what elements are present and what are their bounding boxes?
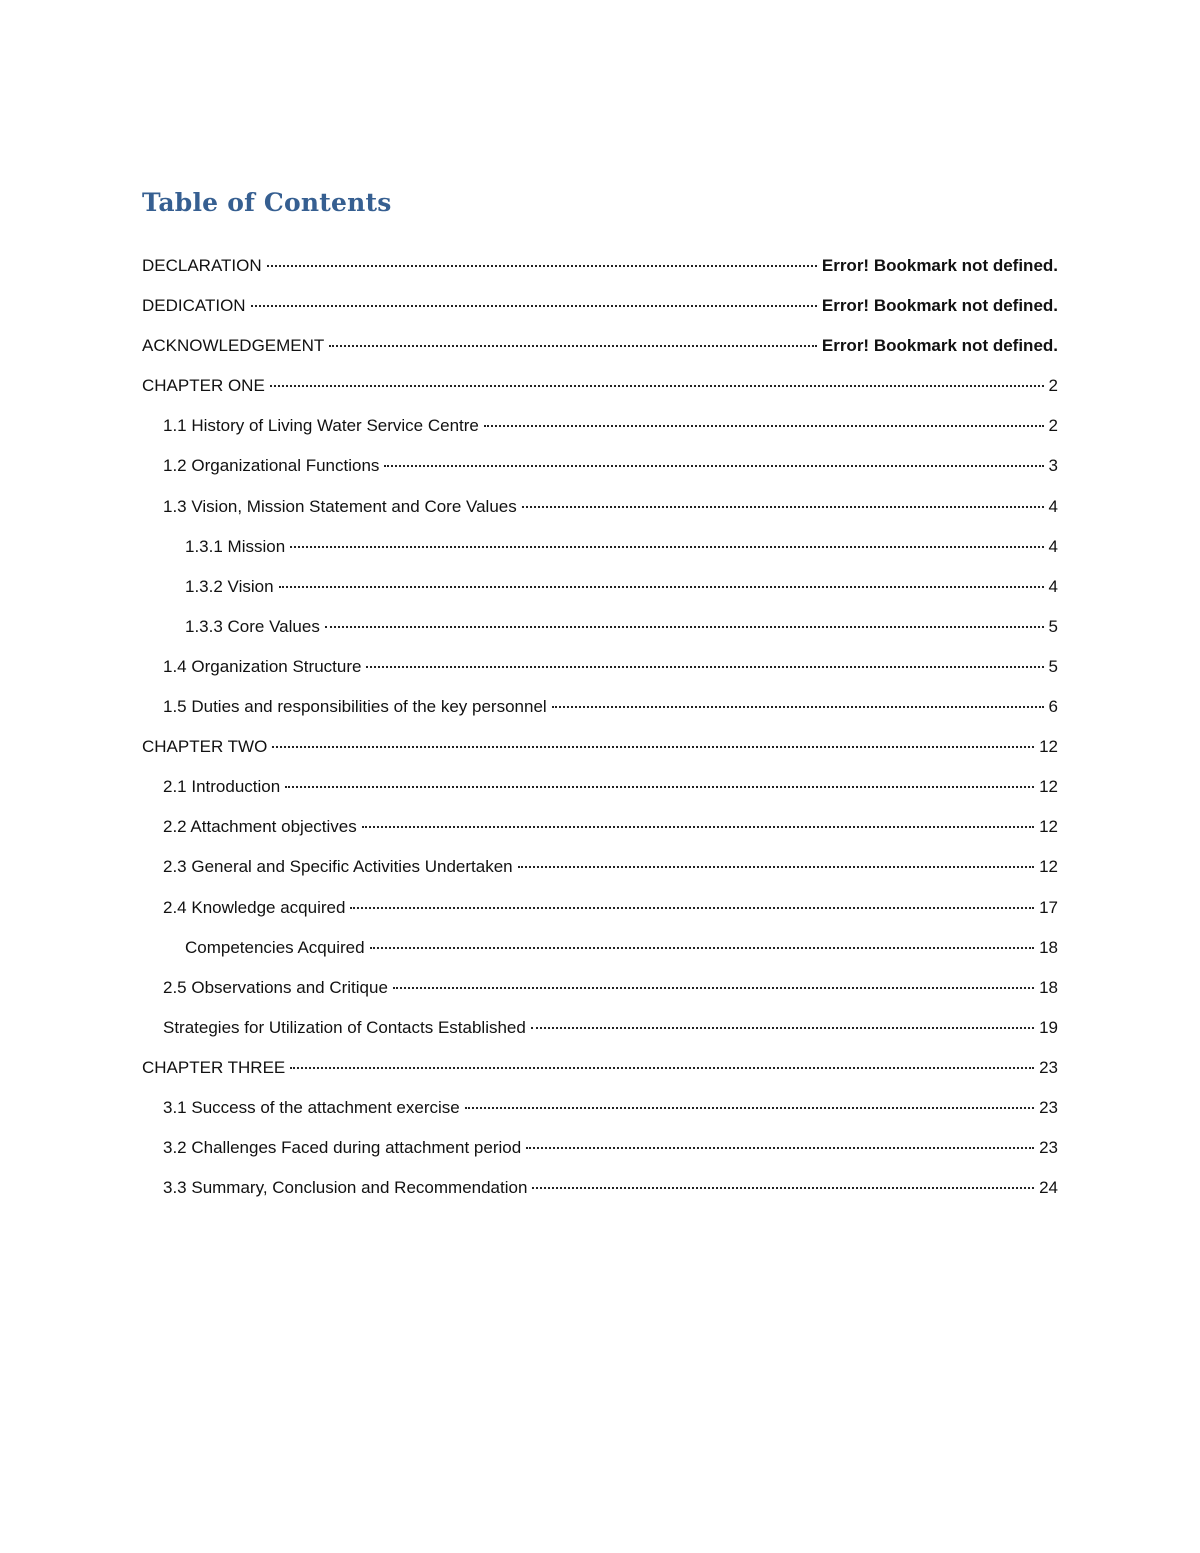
toc-entry-label: 2.4 Knowledge acquired <box>163 897 346 917</box>
toc-entry[interactable] <box>142 653 1058 693</box>
toc-entry[interactable] <box>142 934 1058 974</box>
toc-entry[interactable] <box>142 853 1058 893</box>
toc-entry-page-number: 4 <box>1048 576 1058 596</box>
toc-entry-page-number: 5 <box>1048 616 1058 636</box>
toc-dot-leader <box>370 946 1035 949</box>
toc-dot-leader <box>362 825 1034 828</box>
toc-dot-leader <box>279 585 1044 588</box>
toc-entry-page-number: 12 <box>1039 857 1058 877</box>
toc-dot-leader <box>290 545 1043 548</box>
toc-entry-label: Strategies for Utilization of Contacts Established <box>163 1017 526 1037</box>
toc-dot-leader <box>532 1186 1034 1189</box>
toc-dot-leader <box>285 785 1034 788</box>
toc-entry-page-number: Error! Bookmark not defined. <box>821 256 1058 275</box>
toc-entry[interactable] <box>142 493 1058 533</box>
toc-entry-page-number: 5 <box>1048 656 1058 676</box>
toc-entry-label: DEDICATION <box>142 296 246 316</box>
toc-entry-label: 1.1 History of Living Water Service Centre <box>163 416 479 436</box>
toc-dot-leader <box>325 625 1044 628</box>
toc-dot-leader <box>270 384 1044 387</box>
toc-entry-label: 3.3 Summary, Conclusion and Recommendation <box>163 1178 528 1198</box>
toc-entry[interactable] <box>142 1134 1058 1174</box>
toc-entry-page-number: 24 <box>1039 1178 1058 1198</box>
toc-entry[interactable] <box>142 974 1058 1014</box>
toc-entry[interactable] <box>142 1094 1058 1134</box>
toc-dot-leader <box>350 906 1034 909</box>
toc-entry-label: 1.3.2 Vision <box>185 576 274 596</box>
toc-entry[interactable] <box>142 613 1058 653</box>
toc-entry[interactable] <box>142 733 1058 773</box>
toc-dot-leader <box>384 464 1043 467</box>
toc-entry-page-number: 12 <box>1039 777 1058 797</box>
toc-dot-leader <box>267 264 817 267</box>
toc-entry-page-number: 18 <box>1039 937 1058 957</box>
toc-dot-leader <box>366 665 1043 668</box>
toc-entry-page-number: 23 <box>1039 1138 1058 1158</box>
toc-entry[interactable] <box>142 1054 1058 1094</box>
toc-entry-label: 1.4 Organization Structure <box>163 656 362 676</box>
toc-dot-leader <box>290 1066 1034 1069</box>
toc-entry-page-number: 12 <box>1039 737 1058 757</box>
toc-dot-leader <box>518 865 1034 868</box>
toc-entry[interactable] <box>142 693 1058 733</box>
toc-entry[interactable] <box>142 1174 1058 1214</box>
toc-dot-leader <box>393 986 1034 989</box>
toc-entry-label: CHAPTER THREE <box>142 1057 286 1077</box>
toc-entry-label: 1.3.3 Core Values <box>185 616 320 636</box>
toc-entry-label: 3.1 Success of the attachment exercise <box>163 1097 460 1117</box>
toc-dot-leader <box>484 424 1044 427</box>
toc-heading: Table of Contents <box>142 188 392 217</box>
toc-entry-label: 2.1 Introduction <box>163 777 281 797</box>
toc-entry-page-number: 6 <box>1048 697 1058 717</box>
toc-dot-leader <box>552 705 1044 708</box>
toc-entry[interactable] <box>142 452 1058 492</box>
toc-entry-page-number: 4 <box>1048 496 1058 516</box>
toc-entry-page-number: 19 <box>1039 1017 1058 1037</box>
toc-entry-page-number: 2 <box>1048 376 1058 396</box>
toc-entry-label: 2.3 General and Specific Activities Undertaken <box>163 857 513 877</box>
toc-entry-page-number: Error! Bookmark not defined. <box>821 336 1058 356</box>
toc-entry-page-number: 2 <box>1048 416 1058 436</box>
toc-entry-label: 3.2 Challenges Faced during attachment period <box>163 1138 522 1158</box>
toc-entry[interactable] <box>142 773 1058 813</box>
toc-dot-leader <box>251 304 817 307</box>
toc-entry-label: CHAPTER ONE <box>142 376 265 396</box>
toc-entry-label: 2.5 Observations and Critique <box>163 977 388 997</box>
toc-entry-label: ACKNOWLEDGEMENT <box>142 336 325 356</box>
toc-entry-label: CHAPTER TWO <box>142 737 268 757</box>
toc-entry-label: 1.3 Vision, Mission Statement and Core Values <box>163 496 517 516</box>
toc-entry-page-number: 23 <box>1039 1057 1058 1077</box>
toc-entry-page-number: 17 <box>1039 897 1058 917</box>
toc-entry-label: Competencies Acquired <box>185 937 365 957</box>
toc-entry-page-number: 3 <box>1048 456 1058 476</box>
toc-dot-leader <box>329 344 817 347</box>
toc-dot-leader <box>272 745 1034 748</box>
toc-entry[interactable] <box>142 252 1058 292</box>
toc-entry[interactable] <box>142 813 1058 853</box>
toc-entry[interactable] <box>142 412 1058 452</box>
toc-dot-leader <box>531 1026 1034 1029</box>
toc-dot-leader <box>465 1106 1034 1109</box>
toc-entry-label: DECLARATION <box>142 256 262 275</box>
toc-entry-label: 2.2 Attachment objectives <box>163 817 357 837</box>
toc-entry-page-number: 4 <box>1048 536 1058 556</box>
toc-entry[interactable] <box>142 894 1058 934</box>
toc-entry[interactable] <box>142 1014 1058 1054</box>
toc-entry-label: 1.2 Organizational Functions <box>163 456 380 476</box>
toc-entry[interactable] <box>142 573 1058 613</box>
toc-entry[interactable] <box>142 292 1058 332</box>
toc-entry-page-number: 18 <box>1039 977 1058 997</box>
toc-entry[interactable] <box>142 533 1058 573</box>
toc-list <box>142 252 1058 1214</box>
toc-entry[interactable] <box>142 372 1058 412</box>
toc-dot-leader <box>522 505 1044 508</box>
toc-entry-page-number: 23 <box>1039 1097 1058 1117</box>
toc-entry-page-number: Error! Bookmark not defined. <box>821 296 1058 316</box>
toc-entry[interactable] <box>142 332 1058 372</box>
toc-entry-label: 1.5 Duties and responsibilities of the key personnel <box>163 697 547 717</box>
toc-entry-page-number: 12 <box>1039 817 1058 837</box>
toc-entry-label: 1.3.1 Mission <box>185 536 286 556</box>
toc-dot-leader <box>526 1146 1034 1149</box>
